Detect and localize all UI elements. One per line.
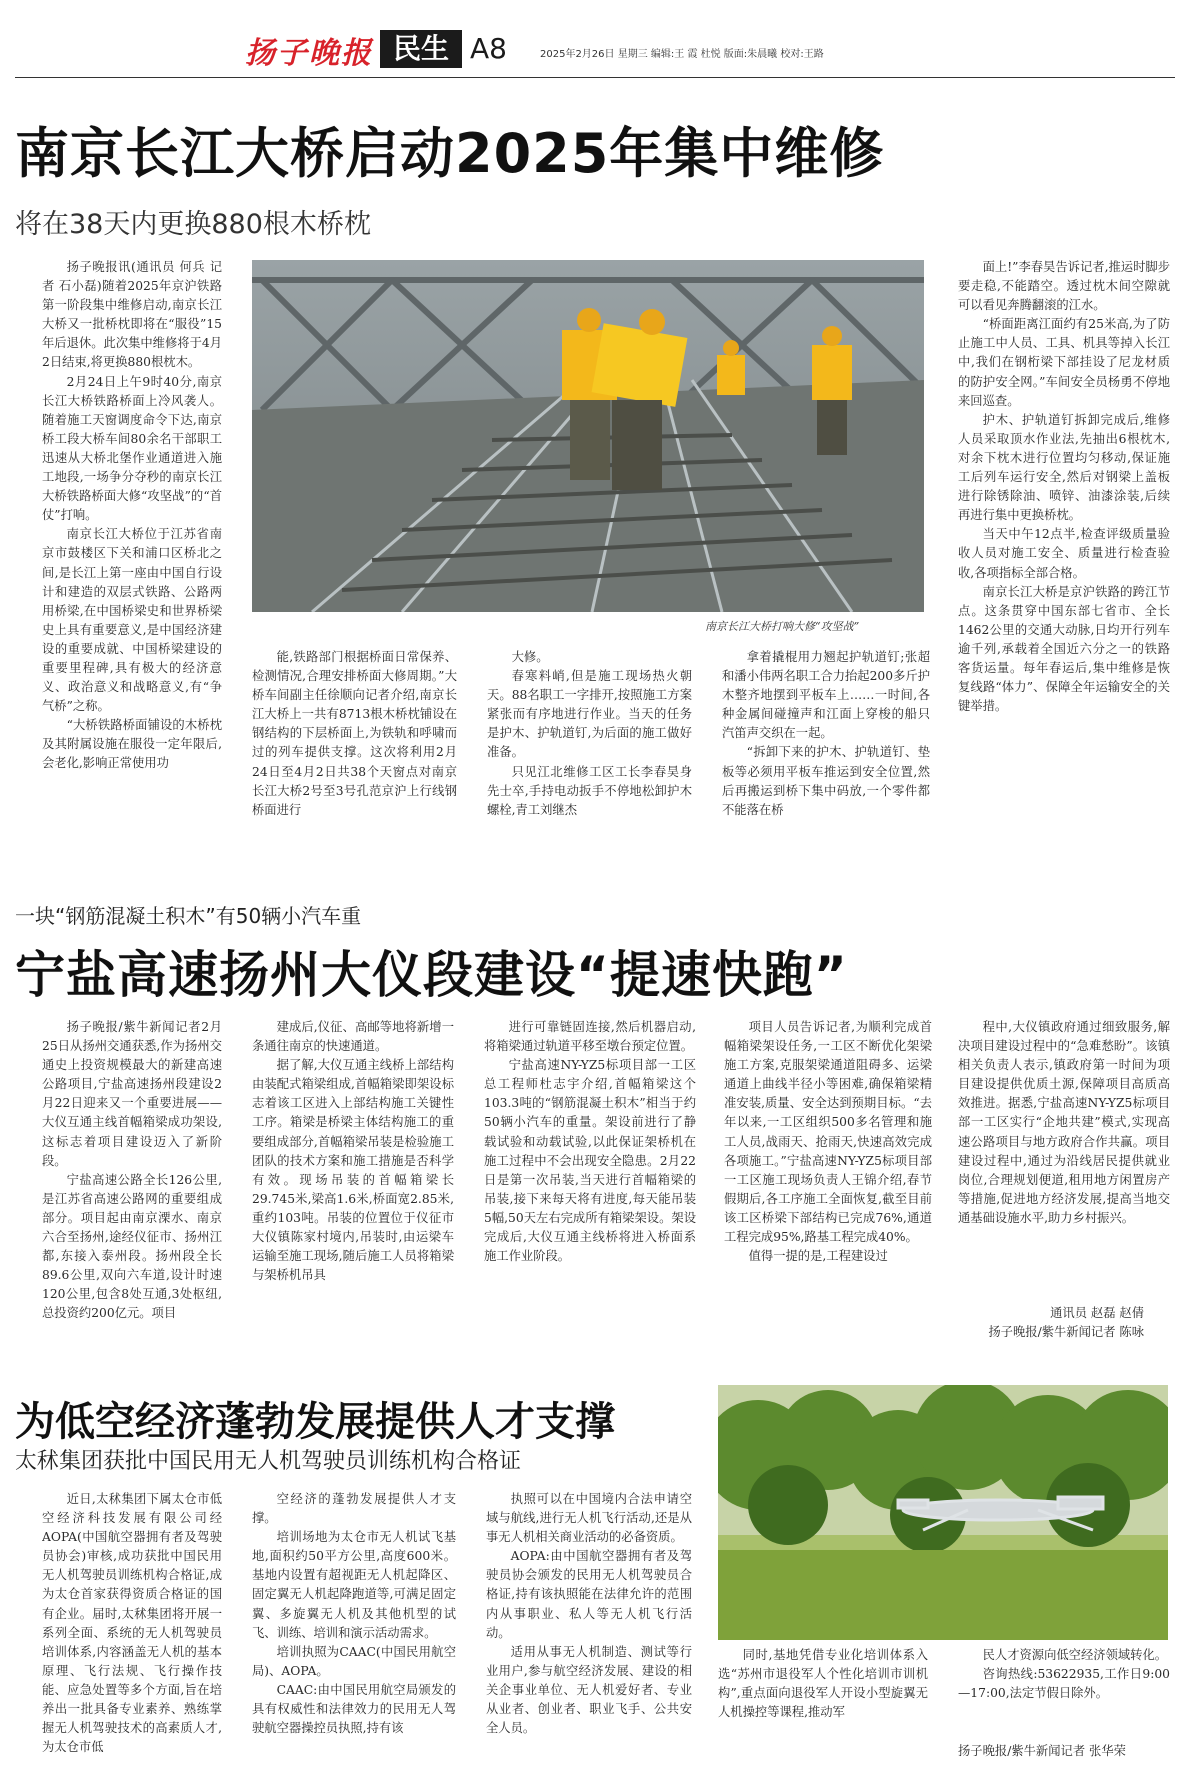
paragraph: 扬子晚报/紫牛新闻记者2月25日从扬州交通获悉,作为扬州交通史上投资规模最大的新建高速公路项目,宁盐高速扬州段建设2月22日迎来又一个重要进展——大仪互通主线首幅箱梁成功架设,这标志着项目建设迈入了新阶段。 bbox=[42, 1020, 222, 1168]
paragraph: 据了解,大仪互通主线桥上部结构由装配式箱梁组成,首幅箱梁即架设标志着该工区进入上部结构施工关键性工序。箱梁是桥梁主体结构施工的重要组成部分,首幅箱梁吊装是检验施工团队的技术方案和施工措施是否科学有效。现场吊装的首幅箱梁长29.745米,梁高1.6米,桥面宽2.85米,重约103吨。吊装的位置位于仪征市大仪镇陈家村境内,吊装时,由运梁车运输至施工现场,随后施工人员将箱梁与架桥机吊具 bbox=[252, 1058, 454, 1283]
article1-photo-caption: 南京长江大桥打响大修“攻坚战” bbox=[705, 620, 860, 633]
paragraph: AOPA:由中国航空器拥有者及驾驶员协会颁发的民用无人机驾驶员合格证,持有该执照能在法律允许的范围内从事职业、私人等无人机飞行活动。 bbox=[486, 1549, 692, 1640]
page-number: A8 bbox=[470, 32, 507, 65]
paragraph: 拿着撬棍用力翘起护轨道钉;张超和潘小伟两名职工合力抬起200多斤护木整齐地摆到平板车上……一时间,各种金属间碰撞声和江面上穿梭的船只汽笛声交织在一起。 bbox=[722, 650, 930, 741]
paragraph: 宁盐高速公路全长126公里,是江苏省高速公路网的重要组成部分。项目起由南京溧水、南京六合至扬州,途经仪征市、扬州江都,东接入泰州段。扬州段全长89.6公里,双向六车道,设计时速120公里,包含8处互通,3处枢纽,总投资约200亿元。项目 bbox=[42, 1172, 222, 1321]
paragraph: 春寒料峭,但是施工现场热火朝天。88名职工一字排开,按照施工方案紧张而有序地进行作业。当天的任务是护木、护轨道钉,为后面的施工做好准备。 bbox=[487, 669, 692, 760]
paragraph: “拆卸下来的护木、护轨道钉、垫板等必须用平板车推运到安全位置,然后再搬运到桥下集中码放,一个零件都不能落在桥 bbox=[722, 745, 930, 817]
paragraph: 适用从事无人机制造、测试等行业用户,参与航空经济发展、建设的相关企事业单位、无人机爱好者、专业从业者、创业者、职业飞手、公共安全人员。 bbox=[486, 1644, 692, 1736]
article2-column-1 bbox=[42, 1018, 222, 1344]
article3-subhead: 太秫集团获批中国民用无人机驾驶员训练机构合格证 bbox=[15, 1449, 522, 1474]
drone-over-field-image bbox=[718, 1385, 1168, 1640]
paragraph: 当天中午12点半,检查评级质量验收人员对施工安全、质量进行检查验收,各项指标全部合格。 bbox=[958, 527, 1170, 580]
paragraph: 护木、护轨道钉拆卸完成后,维修人员采取顶水作业法,先抽出6根枕木,对余下枕木进行位置均匀移动,保证施工后列车运行安全,然后对钢梁上盖板进行除锈除油、喷锌、油漆涂装,后续再进行集中更换桥枕。 bbox=[958, 412, 1170, 523]
article3-photo bbox=[718, 1385, 1168, 1640]
paragraph: 扬子晚报讯(通讯员 何兵 记者 石小磊)随着2025年京沪铁路第一阶段集中维修启动,南京长江大桥又一批桥枕即将在“服役”15年后退休。此次集中维修将于4月2日结束,将更换880根枕木。 bbox=[42, 260, 222, 370]
paragraph: CAAC:由中国民用航空局颁发的具有权威性和法律效力的民用无人驾驶航空器操控员执照,持有该 bbox=[252, 1682, 456, 1736]
article2-column-3 bbox=[484, 1018, 696, 1344]
article3-column-4 bbox=[718, 1646, 928, 1761]
paragraph: 空经济的蓬勃发展提供人才支撑。 bbox=[252, 1492, 456, 1526]
article1-column-1 bbox=[42, 258, 222, 852]
paragraph: “大桥铁路桥面铺设的木桥枕及其附属设施在服役一定年限后,会老化,影响正常使用功 bbox=[42, 718, 222, 771]
article3-column-2 bbox=[252, 1490, 456, 1765]
byline-line: 扬子晚报/紫牛新闻记者 陈咏 bbox=[988, 1325, 1144, 1339]
paragraph: 大修。 bbox=[511, 650, 549, 664]
paragraph: 项目人员告诉记者,为顺利完成首幅箱梁架设任务,一工区不断优化架梁施工方案,克服架梁通道阻碍多、运梁通道上曲线半径小等困难,确保箱梁精准安装,质量、安全达到预期目标。“去年以来,一工区组织500多名管理和施工人员,战雨天、抢雨天,快速高效完成各项施工。”宁盐高速NY-YZ5标项目部一工区施工现场负责人王锦介绍,春节假期后,各工序施工全面恢复,截至目前该工区桥梁下部结构已完成76%,通道工程完成95%,路基工程完成40%。 bbox=[724, 1020, 932, 1245]
article2-column-4 bbox=[724, 1018, 932, 1344]
byline-line: 通讯员 赵磊 赵倩 bbox=[1050, 1306, 1144, 1320]
paragraph: 只见江北维修工区工长李春昊身先士卒,手持电动扳手不停地松卸护木螺栓,青工刘继杰 bbox=[487, 764, 692, 817]
article1-column-2 bbox=[252, 648, 457, 854]
paragraph: 宁盐高速NY-YZ5标项目部一工区总工程师杜志宇介绍,首幅箱梁这个103.3吨的“钢筋混凝土积木”相当于约50辆小汽车的重量。架设前进行了静载试验和动载试验,以此保证架桥机在施工过程中不会出现安全隐患。2月22日是第一次吊装,当天进行首幅箱梁的吊装,接下来每天将有进度,每天能吊装5幅,50天左右完成所有箱梁架设。架设完成后,大仪互通主线桥将进入桥面系施工作业阶段。 bbox=[484, 1058, 696, 1264]
article3-byline bbox=[958, 1742, 1170, 1761]
masthead-rule bbox=[15, 77, 1175, 78]
paragraph: 民人才资源向低空经济领域转化。 bbox=[982, 1648, 1168, 1662]
newspaper-logo: 扬子晚报 bbox=[245, 36, 373, 71]
paragraph: 值得一提的是,工程建设过 bbox=[748, 1249, 888, 1264]
paragraph: “桥面距离江面约有25米高,为了防止施工中人员、工具、机具等掉入长江中,我们在钢桁梁下部挂设了尼龙材质的防护安全网。”车间安全员杨勇不停地来回巡查。 bbox=[958, 317, 1170, 408]
dateline: 2025年2月26日 星期三 编辑:王 霞 杜悦 版面:朱晨曦 校对:王路 bbox=[540, 49, 824, 60]
paragraph: 咨询热线:53622935,工作日9:00—17:00,法定节假日除外。 bbox=[958, 1667, 1170, 1701]
paragraph: 执照可以在中国境内合法申请空域与航线,进行无人机飞行活动,还是从事无人机相关商业活动的必备资质。 bbox=[486, 1492, 692, 1545]
paragraph: 面上!”李春昊告诉记者,推运时脚步要走稳,不能踏空。透过枕木间空隙就可以看见奔腾翻滚的江水。 bbox=[958, 260, 1170, 313]
paragraph: 进行可靠链固连接,然后机器启动,将箱梁通过轨道平移至墩台预定位置。 bbox=[484, 1020, 696, 1054]
article1-subhead: 将在38天内更换880根木桥枕 bbox=[15, 209, 371, 240]
article3-column-5 bbox=[958, 1646, 1170, 1742]
paragraph: 南京长江大桥是京沪铁路的跨江节点。这条贯穿中国东部七省市、全长1462公里的交通大动脉,日均开行列车逾千列,承载着全国近六分之一的铁路客货运量。每年春运后,集中维修是恢复线路“体力”、保障全年运输安全的关键举措。 bbox=[958, 584, 1170, 714]
article2-headline: 宁盐高速扬州大仪段建设“提速快跑” bbox=[15, 946, 848, 1004]
paragraph: 近日,太秫集团下属太仓市低空经济科技发展有限公司经AOPA(中国航空器拥有者及驾驶员协会)审核,成功获批中国民用无人机驾驶员训练机构合格证,成为太仓首家获得资质合格证的国有企业。届时,太秫集团将开展一系列全面、系统的无人机驾驶员培训体系,内容涵盖无人机的基本原理、飞行法规、飞行操作技能、应急处置等多个方面,旨在培养出一批具备专业素养、熟练掌握无人机驾驶技术的高素质人才,为太仓市低 bbox=[42, 1492, 222, 1755]
paragraph: 培训场地为太仓市无人机试飞基地,面积约50平方公里,高度600米。基地内设置有超视距无人机起降区、固定翼无人机起降跑道等,可满足固定翼、多旋翼无人机及其他机型的试飞、训练、培训和演示活动需求。 bbox=[252, 1530, 456, 1640]
article1-column-4 bbox=[722, 648, 930, 854]
article1-column-3 bbox=[487, 648, 692, 854]
paragraph: 南京长江大桥位于江苏省南京市鼓楼区下关和浦口区桥北之间,是长江上第一座由中国自行设计和建造的双层式铁路、公路两用桥梁,在中国桥梁史和世界桥梁史上具有重要意义,是中国经济建设的重要成就、中国桥梁建设的重要里程碑,具有极大的经济意义、政治意义和战略意义,有“争气桥”之称。 bbox=[42, 527, 222, 714]
article3-column-1 bbox=[42, 1490, 222, 1765]
article2-column-5 bbox=[958, 1018, 1170, 1300]
article3-column-3 bbox=[486, 1490, 692, 1765]
paragraph: 同时,基地凭借专业化培训体系入选“苏州市退役军人个性化培训市训机构”,重点面向退役军人开设小型旋翼无人机操控等课程,推动军 bbox=[718, 1648, 928, 1720]
bridge-workers-image bbox=[252, 260, 924, 612]
article1-column-5 bbox=[958, 258, 1170, 854]
paragraph: 程中,大仪镇政府通过细致服务,解决项目建设过程中的“急难愁盼”。该镇相关负责人表示,镇政府第一时间为项目建设提供优质土源,保障项目高质高效推进。据悉,宁盐高速NY-YZ5标项目部一工区实行“企地共建”模式,实现高速公路项目与地方政府合作共赢。项目建设过程中,通过为沿线居民提供就业岗位,合理规划便道,租用地方闲置房产等措施,促进地方经济发展,提高当地交通基础设施水平,助力乡村振兴。 bbox=[958, 1020, 1170, 1225]
article1-headline: 南京长江大桥启动2025年集中维修 bbox=[15, 122, 885, 185]
section-label: 民生 bbox=[380, 30, 462, 68]
paragraph: 2月24日上午9时40分,南京长江大桥铁路桥面上冷风袭人。随着施工天窗调度命令下达,南京桥工段大桥车间80余名干部职工迅速从大桥北堡作业通道进入施工地段,一场争分夺秒的南京长江大桥铁路桥面大修“攻坚战”的“首仗”打响。 bbox=[42, 374, 222, 523]
article1-photo bbox=[252, 260, 924, 612]
paragraph: 建成后,仪征、高邮等地将新增一条通往南京的快速通道。 bbox=[252, 1020, 454, 1054]
article3-headline: 为低空经济蓬勃发展提供人才支撑 bbox=[15, 1399, 615, 1445]
article2-column-2 bbox=[252, 1018, 454, 1344]
paragraph: 培训执照为CAAC(中国民用航空局)、AOPA。 bbox=[252, 1644, 456, 1678]
article2-kicker: 一块“钢筋混凝土积木”有50辆小汽车重 bbox=[15, 904, 362, 928]
article2-byline bbox=[958, 1304, 1144, 1342]
paragraph: 能,铁路部门根据桥面日常保养、检测情况,合理安排桥面大修周期。”大桥车间副主任徐顺向记者介绍,南京长江大桥上一共有8713根木桥枕铺设在钢结构的下层桥面上,为铁轨和呼啸而过的列车提供支撑。这次将利用2月24日至4月2日共38个天窗点对南京长江大桥2号至3号孔范京沪上行线钢桥面进行 bbox=[252, 650, 457, 817]
byline-line: 扬子晚报/紫牛新闻记者 张华荣 bbox=[958, 1744, 1126, 1758]
